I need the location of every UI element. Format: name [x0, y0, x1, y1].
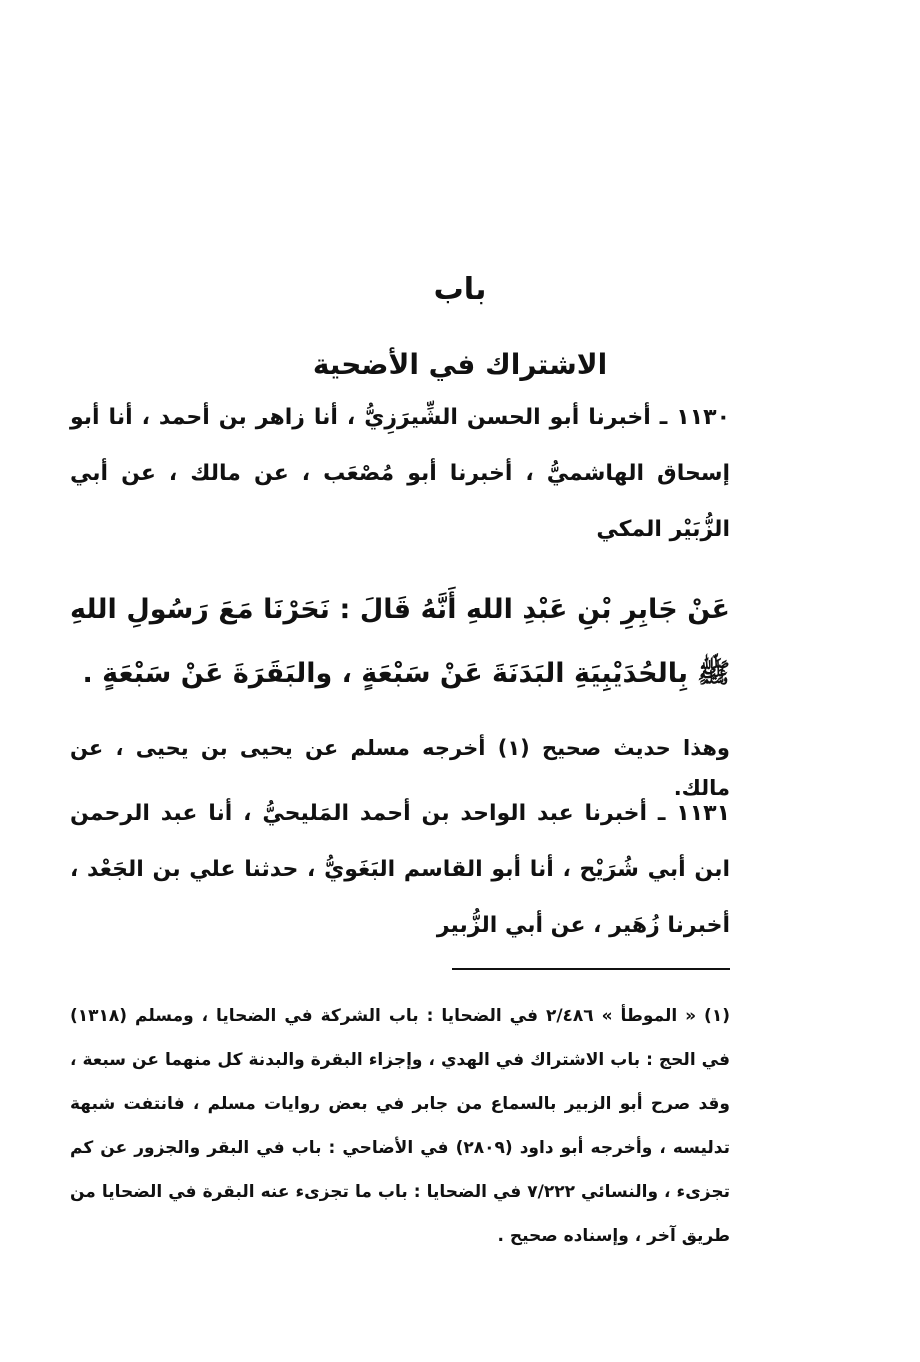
hadith-1130-remark: وهذا حديث صحيح (١) أخرجه مسلم عن يحيى بن يحيى ، عن مالك.	[70, 736, 730, 800]
chapter-label: باب	[433, 272, 487, 307]
hadith-1130-matn: عَنْ جَابِرِ بْنِ عَبْدِ اللهِ أَنَّهُ قَالَ : نَحَرْنَا مَعَ رَسُولِ اللهِ ﷺ بِالحُدَيْبِيَةِ البَدَنَةَ عَنْ سَبْعَةٍ ، والبَقَرَةَ عَنْ سَبْعَةٍ .	[70, 594, 730, 689]
hadith-1131-isnad: ١١٣١ ـ أخبرنا عبد الواحد بن أحمد المَليحيُّ ، أنا عبد الرحمن ابن أبي شُرَيْح ، أنا أبو القاسم البَغَويُّ ، حدثنا علي بن الجَعْد ، أخبرنا زُهَير ، عن أبي الزُّبير	[70, 801, 730, 938]
hadith-1130-isnad: ١١٣٠ ـ أخبرنا أبو الحسن الشِّيرَزِيُّ ، أنا زاهر بن أحمد ، أنا أبو إسحاق الهاشميُّ ، أخبرنا أبو مُصْعَب ، عن مالك ، عن أبي الزُّبَيْر المكي	[70, 405, 730, 542]
footnote-divider	[452, 968, 730, 970]
footnote: (١) « الموطأ » ٢/٤٨٦ في الضحايا : باب الشركة في الضحايا ، ومسلم (١٣١٨) في الحج : باب الاشتراك في الهدي ، وإجزاء البقرة والبدنة كل منهما عن سبعة ، وقد صرح أبو الزبير بالسماع من جابر في بعض روايات مسلم ، فانتفت شبهة تدليسه ، وأخرجه أبو داود (٢٨٠٩) في الأضاحي : باب في البقر والجزور عن كم تجزىء ، والنسائي ٧/٢٢٢ في الضحايا : باب ما تجزىء عنه البقرة في الضحايا من طريق آخر ، وإسناده صحيح .	[70, 1006, 730, 1246]
chapter-title: الاشتراك في الأضحية	[312, 348, 608, 381]
